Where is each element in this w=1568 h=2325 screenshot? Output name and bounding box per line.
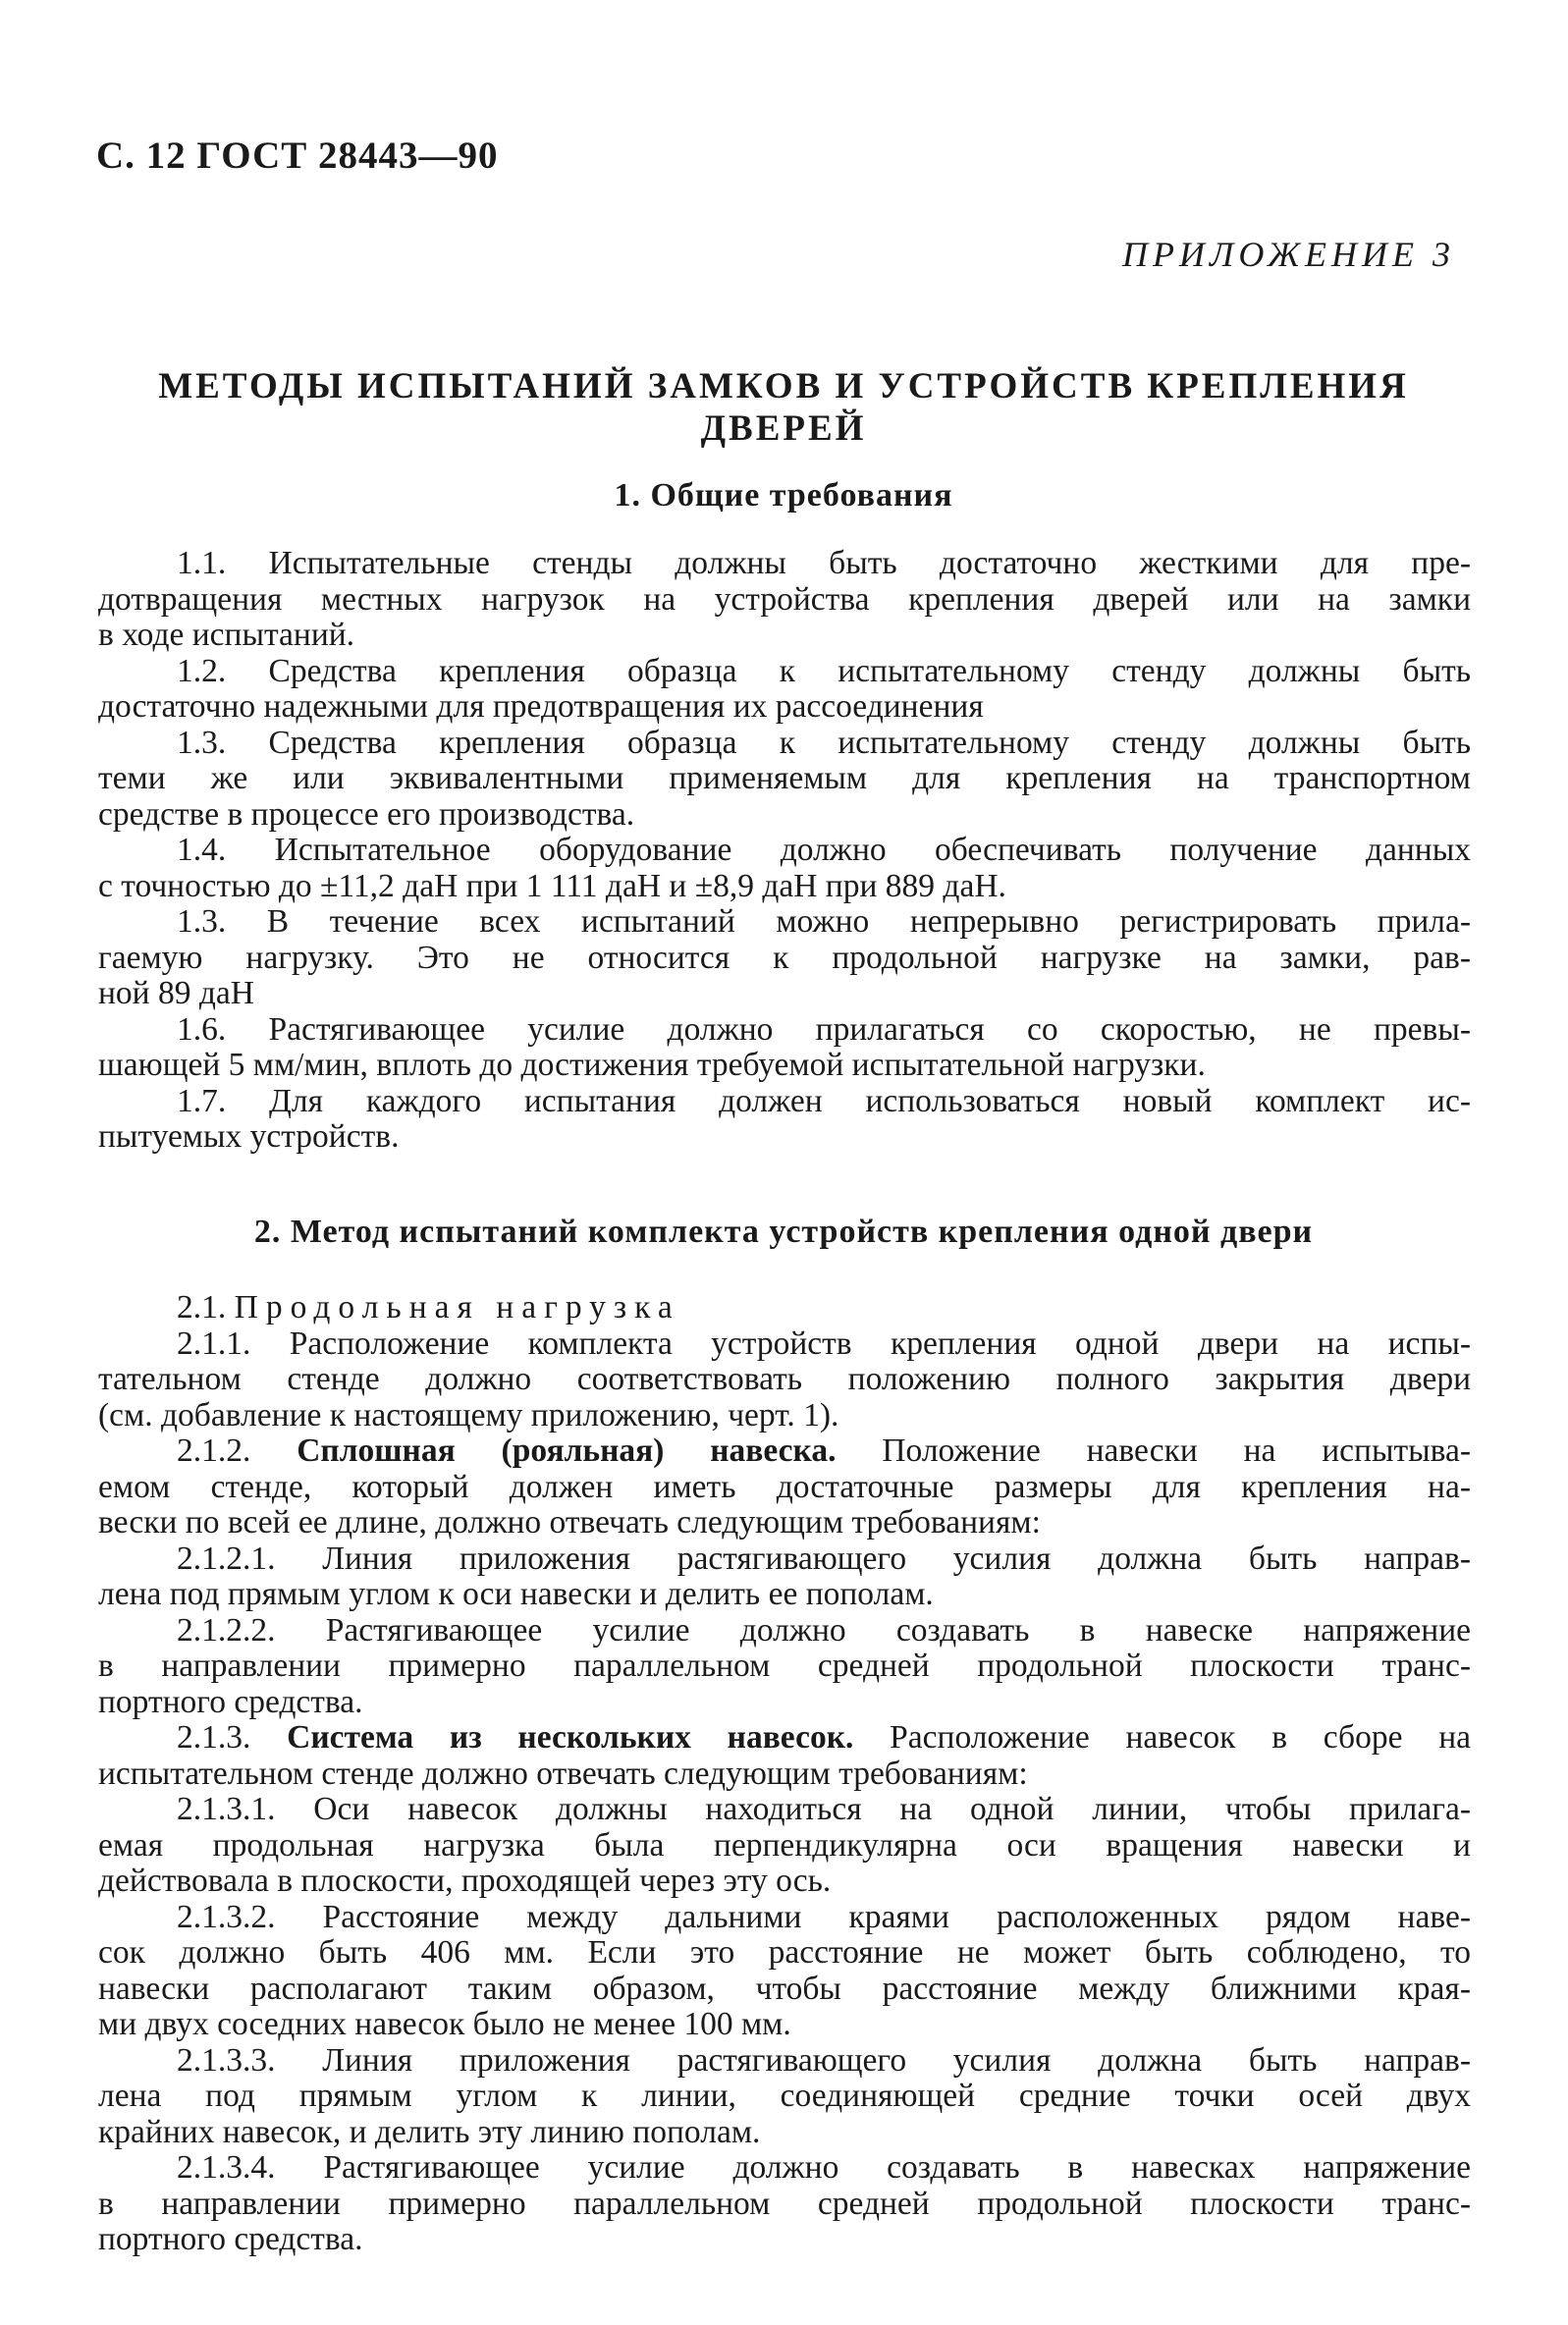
text-line: 1.7. Для каждого испытания должен использоваться новый комплект ис- bbox=[177, 1082, 1471, 1119]
text-line: портного средства. bbox=[98, 1683, 363, 1720]
subheading-2-1 bbox=[98, 1290, 1471, 1326]
paragraph-text: Положение навески на испытыва- bbox=[882, 1433, 1472, 1469]
text-line: 2.1.3.4. Растягивающее усилие должно создавать в навесках напряжение bbox=[177, 2149, 1471, 2186]
text-line: ми двух соседних навесок было не менее 100 мм. bbox=[98, 2006, 791, 2042]
text-line: сок должно быть 406 мм. Если это расстояние не может быть соблюдено, то bbox=[98, 1934, 1471, 1971]
text-line: пытуемых устройств. bbox=[98, 1118, 400, 1155]
text-line: действовала в плоскости, проходящей через эту ось. bbox=[98, 1863, 832, 1899]
text-line: 2.1.3.2. Расстояние между дальними краями расположенных рядом наве- bbox=[177, 1898, 1471, 1935]
paragraph-1-4 bbox=[98, 833, 1471, 904]
paragraph-term: Сплошная (рояльная) навеска. bbox=[297, 1433, 837, 1469]
paragraph-1-2 bbox=[98, 654, 1471, 726]
text-line: 1.3. Средства крепления образца к испытательному стенду должны быть bbox=[177, 724, 1471, 761]
text-line: 1.4. Испытательное оборудование должно обеспечивать получение данных bbox=[177, 832, 1471, 868]
text-line: 2.1.3.1. Оси навесок должны находиться на одной линии, чтобы прилага- bbox=[177, 1791, 1471, 1827]
text-line: достаточно надежными для предотвращения их рассоединения bbox=[98, 688, 984, 725]
appendix-label: ПРИЛОЖЕНИЕ 3 bbox=[1122, 235, 1455, 274]
paragraph-1-5 bbox=[98, 904, 1471, 1012]
paragraph-2-1-3-1 bbox=[98, 1792, 1471, 1900]
text-line: навески располагают таким образом, чтобы расстояние между ближними края- bbox=[98, 1970, 1471, 2007]
paragraph-1-6 bbox=[98, 1012, 1471, 1084]
paragraph-text: Расположение навесок в сборе на bbox=[890, 1719, 1472, 1756]
paragraph-1-3 bbox=[98, 726, 1471, 834]
text-line bbox=[98, 1720, 1471, 1757]
text-line: 1.2. Средства крепления образца к испытательному стенду должны быть bbox=[177, 652, 1471, 689]
text-line: ной 89 даН bbox=[98, 975, 254, 1011]
text-line: испытательном стенде должно отвечать следующим требованиям: bbox=[98, 1755, 1028, 1792]
section-heading-2: 2. Метод испытаний комплекта устройств крепления одной двери bbox=[253, 1214, 1314, 1250]
text-line: 2.1.3.3. Линия приложения растягивающего усилия должна быть направ- bbox=[177, 2041, 1471, 2079]
document-title: МЕТОДЫ ИСПЫТАНИЙ ЗАМКОВ И УСТРОЙСТВ КРЕПЛЕНИЯ ДВЕРЕЙ bbox=[158, 366, 1409, 449]
paragraph-1-7 bbox=[98, 1084, 1471, 1156]
text-line: в ходе испытаний. bbox=[98, 617, 355, 653]
paragraph-number: 2.1.3. bbox=[177, 1719, 251, 1756]
paragraph-2-1-2-1 bbox=[98, 1541, 1471, 1613]
text-line: портного средства. bbox=[98, 2221, 363, 2257]
paragraph-2-1-3-4 bbox=[98, 2150, 1471, 2258]
text-line: 1.6. Растягивающее усилие должно прилагаться со скоростью, не превы- bbox=[177, 1010, 1471, 1048]
text-line: с точностью до ±11,2 даН при 1 111 даН и ±8,9 даН при 889 даН. bbox=[98, 867, 1006, 904]
section-2-body bbox=[98, 1290, 1471, 2258]
text-line: 2.1.1. Расположение комплекта устройств крепления одной двери на испы- bbox=[177, 1325, 1471, 1362]
paragraph-number: 2.1.2. bbox=[177, 1433, 251, 1469]
text-line: тательном стенде должно соответствовать положению полного закрытия двери bbox=[98, 1361, 1471, 1397]
page-header: С. 12 ГОСТ 28443—90 bbox=[96, 135, 499, 177]
text-line: вески по всей ее длине, должно отвечать следующим требованиям: bbox=[98, 1504, 1041, 1541]
paragraph-1-1 bbox=[98, 546, 1471, 654]
text-line: дотвращения местных нагрузок на устройства крепления дверей или на замки bbox=[98, 580, 1471, 618]
text-line bbox=[98, 1290, 1471, 1326]
section-1-body bbox=[98, 546, 1471, 1156]
subheading-number: 2.1. bbox=[177, 1289, 227, 1325]
text-line: в направлении примерно параллельном средней продольной плоскости транс- bbox=[98, 2185, 1471, 2222]
subheading-text: Продольная нагрузка bbox=[234, 1289, 680, 1325]
section-heading-1: 1. Общие требования bbox=[614, 477, 953, 514]
text-line: лена под прямым углом к оси навески и делить ее пополам. bbox=[98, 1576, 934, 1612]
text-line: емая продольная нагрузка была перпендикулярна оси вращения навески и bbox=[98, 1826, 1471, 1864]
paragraph-term: Система из нескольких навесок. bbox=[287, 1719, 854, 1756]
text-line: 2.1.2.1. Линия приложения растягивающего усилия должна быть направ- bbox=[177, 1540, 1471, 1577]
text-line: гаемую нагрузку. Это не относится к продольной нагрузке на замки, рав- bbox=[98, 939, 1471, 976]
text-line: 1.3. В течение всех испытаний можно непрерывно регистрировать прила- bbox=[177, 903, 1471, 940]
text-line: крайних навесок, и делить эту линию пополам. bbox=[98, 2113, 761, 2150]
text-line: емом стенде, который должен иметь достаточные размеры для крепления на- bbox=[98, 1468, 1471, 1505]
paragraph-2-1-3 bbox=[98, 1720, 1471, 1792]
text-line: (см. добавление к настоящему приложению, черт. 1). bbox=[98, 1396, 839, 1433]
text-line: лена под прямым углом к линии, соединяющей средние точки осей двух bbox=[98, 2078, 1471, 2114]
text-line: теми же или эквивалентными применяемым для крепления на транспортном bbox=[98, 760, 1471, 796]
text-line bbox=[98, 1433, 1471, 1470]
text-line: 1.1. Испытательные стенды должны быть достаточно жесткими для пре- bbox=[177, 545, 1471, 581]
paragraph-2-1-3-2 bbox=[98, 1900, 1471, 2043]
paragraph-2-1-2 bbox=[98, 1433, 1471, 1541]
paragraph-2-1-3-3 bbox=[98, 2043, 1471, 2151]
text-line: в направлении примерно параллельном средней продольной плоскости транс- bbox=[98, 1648, 1471, 1684]
text-line: средстве в процессе его производства. bbox=[98, 795, 635, 833]
text-line: шающей 5 мм/мин, вплоть до достижения требуемой испытательной нагрузки. bbox=[98, 1047, 1206, 1083]
paragraph-2-1-1 bbox=[98, 1326, 1471, 1434]
paragraph-2-1-2-2 bbox=[98, 1613, 1471, 1721]
text-line: 2.1.2.2. Растягивающее усилие должно создавать в навеске напряжение bbox=[177, 1611, 1471, 1649]
